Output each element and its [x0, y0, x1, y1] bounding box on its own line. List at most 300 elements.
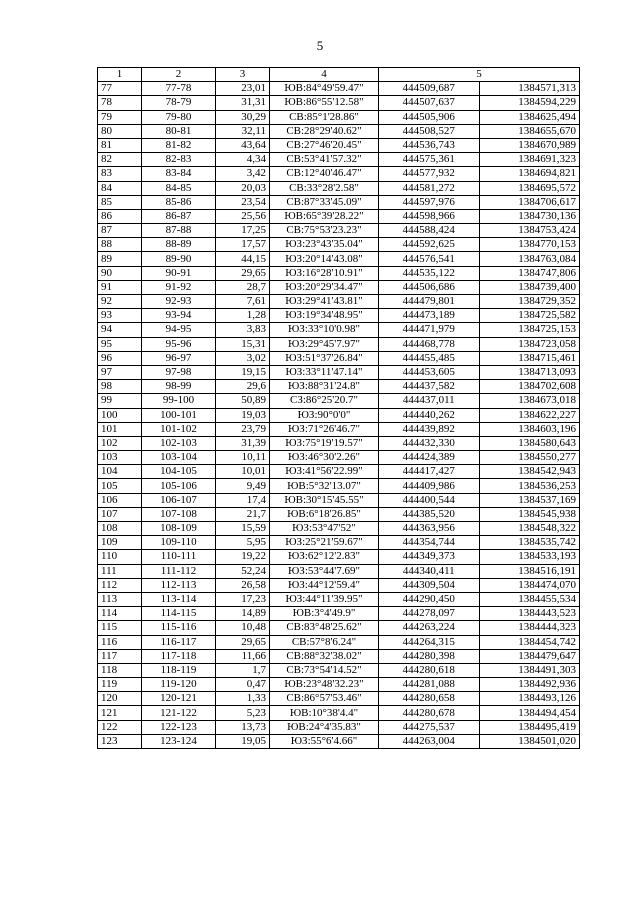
- coordinate-y-cell: 1384694,821: [479, 167, 580, 181]
- direction-cell: ЮВ:24°4'35.83": [270, 720, 379, 734]
- segment-cell: 99-100: [142, 394, 216, 408]
- coordinate-x-cell: 444508,527: [379, 124, 480, 138]
- direction-cell: СВ:85°1'28.86": [270, 110, 379, 124]
- length-cell: 10,48: [216, 621, 270, 635]
- table-header-row: [98, 68, 580, 82]
- coordinate-y-cell: 1384455,534: [479, 592, 580, 606]
- coordinate-x-cell: 444280,658: [379, 692, 480, 706]
- direction-cell: ЮЗ:29°41'43.81": [270, 295, 379, 309]
- coordinate-y-cell: 1384715,461: [479, 351, 580, 365]
- length-cell: 52,24: [216, 564, 270, 578]
- direction-cell: ЮЗ:20°29'34.47": [270, 280, 379, 294]
- segment-cell: 109-110: [142, 536, 216, 550]
- direction-cell: ЮВ:10°38'4.4": [270, 706, 379, 720]
- coordinate-x-cell: 444290,450: [379, 592, 480, 606]
- coordinate-x-cell: 444581,272: [379, 181, 480, 195]
- header-col-3: 3: [216, 68, 270, 82]
- coordinate-x-cell: 444479,801: [379, 295, 480, 309]
- table-row: [98, 436, 580, 450]
- direction-cell: ЮВ:30°15'45.55": [270, 493, 379, 507]
- segment-cell: 120-121: [142, 692, 216, 706]
- coordinate-y-cell: 1384713,093: [479, 365, 580, 379]
- point-number-cell: 122: [98, 720, 142, 734]
- coordinate-y-cell: 1384542,943: [479, 465, 580, 479]
- point-number-cell: 108: [98, 522, 142, 536]
- coordinate-x-cell: 444437,582: [379, 380, 480, 394]
- length-cell: 17,23: [216, 592, 270, 606]
- coordinate-x-cell: 444440,262: [379, 408, 480, 422]
- table-row: [98, 408, 580, 422]
- coordinate-y-cell: 1384753,424: [479, 224, 580, 238]
- length-cell: 26,58: [216, 578, 270, 592]
- direction-cell: ЮЗ:51°37'26.84": [270, 351, 379, 365]
- direction-cell: СВ:33°28'2.58": [270, 181, 379, 195]
- header-col-5: 5: [379, 68, 580, 82]
- coordinate-y-cell: 1384492,936: [479, 678, 580, 692]
- header-col-2: 2: [142, 68, 216, 82]
- segment-cell: 85-86: [142, 195, 216, 209]
- coordinate-y-cell: 1384603,196: [479, 422, 580, 436]
- length-cell: 1,7: [216, 663, 270, 677]
- direction-cell: ЮЗ:75°19'19.57": [270, 436, 379, 450]
- coordinate-y-cell: 1384494,454: [479, 706, 580, 720]
- segment-cell: 113-114: [142, 592, 216, 606]
- coordinate-y-cell: 1384550,277: [479, 451, 580, 465]
- table-row: [98, 280, 580, 294]
- coordinate-x-cell: 444275,537: [379, 720, 480, 734]
- point-number-cell: 87: [98, 224, 142, 238]
- direction-cell: СВ:87°33'45.09": [270, 195, 379, 209]
- point-number-cell: 121: [98, 706, 142, 720]
- table-row: [98, 209, 580, 223]
- point-number-cell: 85: [98, 195, 142, 209]
- coordinate-y-cell: 1384725,153: [479, 323, 580, 337]
- length-cell: 29,65: [216, 635, 270, 649]
- length-cell: 50,89: [216, 394, 270, 408]
- point-number-cell: 84: [98, 181, 142, 195]
- table-row: [98, 607, 580, 621]
- table-body: [98, 82, 580, 749]
- coordinate-x-cell: 444340,411: [379, 564, 480, 578]
- table-row: [98, 82, 580, 96]
- length-cell: 7,61: [216, 295, 270, 309]
- coordinate-x-cell: 444280,398: [379, 649, 480, 663]
- table-row: [98, 224, 580, 238]
- segment-cell: 102-103: [142, 436, 216, 450]
- coordinate-x-cell: 444281,088: [379, 678, 480, 692]
- point-number-cell: 89: [98, 252, 142, 266]
- length-cell: 31,39: [216, 436, 270, 450]
- segment-cell: 98-99: [142, 380, 216, 394]
- segment-cell: 78-79: [142, 96, 216, 110]
- coordinate-x-cell: 444507,637: [379, 96, 480, 110]
- segment-cell: 94-95: [142, 323, 216, 337]
- direction-cell: ЮЗ:19°34'48.95": [270, 309, 379, 323]
- table-row: [98, 465, 580, 479]
- length-cell: 28,7: [216, 280, 270, 294]
- coordinate-x-cell: 444471,979: [379, 323, 480, 337]
- coordinate-y-cell: 1384763,084: [479, 252, 580, 266]
- point-number-cell: 88: [98, 238, 142, 252]
- table-row: [98, 138, 580, 152]
- coordinate-y-cell: 1384725,582: [479, 309, 580, 323]
- coordinate-y-cell: 1384536,253: [479, 479, 580, 493]
- table-row: [98, 507, 580, 521]
- table-row: [98, 692, 580, 706]
- segment-cell: 119-120: [142, 678, 216, 692]
- table-row: [98, 195, 580, 209]
- segment-cell: 77-78: [142, 82, 216, 96]
- table-row: [98, 295, 580, 309]
- table-row: [98, 663, 580, 677]
- coordinate-y-cell: 1384493,126: [479, 692, 580, 706]
- coordinate-y-cell: 1384516,191: [479, 564, 580, 578]
- point-number-cell: 93: [98, 309, 142, 323]
- direction-cell: СВ:12°40'46.47": [270, 167, 379, 181]
- segment-cell: 103-104: [142, 451, 216, 465]
- point-number-cell: 99: [98, 394, 142, 408]
- coordinate-y-cell: 1384454,742: [479, 635, 580, 649]
- coordinate-y-cell: 1384770,153: [479, 238, 580, 252]
- coordinate-x-cell: 444468,778: [379, 337, 480, 351]
- direction-cell: СВ:75°53'23.23": [270, 224, 379, 238]
- coordinate-y-cell: 1384545,938: [479, 507, 580, 521]
- coordinate-y-cell: 1384479,647: [479, 649, 580, 663]
- coordinate-y-cell: 1384729,352: [479, 295, 580, 309]
- direction-cell: ЮВ:84°49'59.47": [270, 82, 379, 96]
- coordinate-y-cell: 1384730,136: [479, 209, 580, 223]
- segment-cell: 105-106: [142, 479, 216, 493]
- table-row: [98, 181, 580, 195]
- coordinate-y-cell: 1384739,400: [479, 280, 580, 294]
- direction-cell: ЮЗ:46°30'2.26": [270, 451, 379, 465]
- length-cell: 21,7: [216, 507, 270, 521]
- segment-cell: 121-122: [142, 706, 216, 720]
- coordinate-x-cell: 444473,189: [379, 309, 480, 323]
- point-number-cell: 103: [98, 451, 142, 465]
- coordinate-x-cell: 444263,224: [379, 621, 480, 635]
- point-number-cell: 114: [98, 607, 142, 621]
- segment-cell: 95-96: [142, 337, 216, 351]
- table-row: [98, 678, 580, 692]
- coordinate-x-cell: 444354,744: [379, 536, 480, 550]
- point-number-cell: 116: [98, 635, 142, 649]
- point-number-cell: 83: [98, 167, 142, 181]
- length-cell: 15,59: [216, 522, 270, 536]
- coordinate-x-cell: 444439,892: [379, 422, 480, 436]
- point-number-cell: 92: [98, 295, 142, 309]
- segment-cell: 93-94: [142, 309, 216, 323]
- point-number-cell: 102: [98, 436, 142, 450]
- segment-cell: 101-102: [142, 422, 216, 436]
- point-number-cell: 97: [98, 365, 142, 379]
- point-number-cell: 78: [98, 96, 142, 110]
- length-cell: 14,89: [216, 607, 270, 621]
- segment-cell: 116-117: [142, 635, 216, 649]
- coordinate-y-cell: 1384443,523: [479, 607, 580, 621]
- segment-cell: 90-91: [142, 266, 216, 280]
- coordinate-x-cell: 444349,373: [379, 550, 480, 564]
- coordinate-x-cell: 444592,625: [379, 238, 480, 252]
- coordinate-y-cell: 1384706,617: [479, 195, 580, 209]
- direction-cell: ЮВ:5°32'13.07": [270, 479, 379, 493]
- table-row: [98, 522, 580, 536]
- length-cell: 19,03: [216, 408, 270, 422]
- table-row: [98, 96, 580, 110]
- length-cell: 4,34: [216, 153, 270, 167]
- table-row: [98, 124, 580, 138]
- coordinate-x-cell: 444309,504: [379, 578, 480, 592]
- point-number-cell: 100: [98, 408, 142, 422]
- segment-cell: 84-85: [142, 181, 216, 195]
- segment-cell: 108-109: [142, 522, 216, 536]
- coordinate-x-cell: 444453,605: [379, 365, 480, 379]
- coordinate-x-cell: 444577,932: [379, 167, 480, 181]
- coordinate-y-cell: 1384673,018: [479, 394, 580, 408]
- direction-cell: ЮЗ:90°0'0": [270, 408, 379, 422]
- direction-cell: ЮЗ:71°26'46.7": [270, 422, 379, 436]
- coordinate-x-cell: 444597,976: [379, 195, 480, 209]
- coordinate-y-cell: 1384571,313: [479, 82, 580, 96]
- coordinate-y-cell: 1384474,070: [479, 578, 580, 592]
- length-cell: 0,47: [216, 678, 270, 692]
- direction-cell: ЮЗ:55°6'4.66": [270, 734, 379, 748]
- segment-cell: 87-88: [142, 224, 216, 238]
- point-number-cell: 111: [98, 564, 142, 578]
- direction-cell: ЮЗ:29°45'7.97": [270, 337, 379, 351]
- table-row: [98, 649, 580, 663]
- coordinate-x-cell: 444536,743: [379, 138, 480, 152]
- point-number-cell: 90: [98, 266, 142, 280]
- table-row: [98, 422, 580, 436]
- table-row: [98, 380, 580, 394]
- direction-cell: ЮЗ:44°12'59.4": [270, 578, 379, 592]
- coordinate-y-cell: 1384695,572: [479, 181, 580, 195]
- page-number: 5: [316, 38, 324, 53]
- coordinate-x-cell: 444509,687: [379, 82, 480, 96]
- length-cell: 3,42: [216, 167, 270, 181]
- coordinate-x-cell: 444505,906: [379, 110, 480, 124]
- direction-cell: ЮЗ:20°14'43.08": [270, 252, 379, 266]
- point-number-cell: 119: [98, 678, 142, 692]
- length-cell: 25,56: [216, 209, 270, 223]
- direction-cell: СВ:28°29'40.62": [270, 124, 379, 138]
- table-row: [98, 153, 580, 167]
- coordinate-y-cell: 1384747,806: [479, 266, 580, 280]
- segment-cell: 112-113: [142, 578, 216, 592]
- coordinate-x-cell: 444588,424: [379, 224, 480, 238]
- segment-cell: 82-83: [142, 153, 216, 167]
- segment-cell: 115-116: [142, 621, 216, 635]
- coordinate-x-cell: 444506,686: [379, 280, 480, 294]
- direction-cell: ЮЗ:44°11'39.95": [270, 592, 379, 606]
- table-row: [98, 351, 580, 365]
- length-cell: 30,29: [216, 110, 270, 124]
- length-cell: 5,23: [216, 706, 270, 720]
- coordinate-y-cell: 1384548,322: [479, 522, 580, 536]
- table-row: [98, 536, 580, 550]
- coordinate-y-cell: 1384535,742: [479, 536, 580, 550]
- point-number-cell: 91: [98, 280, 142, 294]
- table-row: [98, 309, 580, 323]
- table-row: [98, 734, 580, 748]
- length-cell: 17,57: [216, 238, 270, 252]
- direction-cell: ЮВ:65°39'28.22": [270, 209, 379, 223]
- direction-cell: ЮВ:86°55'12.58": [270, 96, 379, 110]
- table-row: [98, 266, 580, 280]
- direction-cell: ЮЗ:33°11'47.14": [270, 365, 379, 379]
- table-row: [98, 110, 580, 124]
- direction-cell: ЮВ:23°48'32.23": [270, 678, 379, 692]
- segment-cell: 83-84: [142, 167, 216, 181]
- direction-cell: ЮЗ:33°10'0.98": [270, 323, 379, 337]
- coordinate-x-cell: 444280,618: [379, 663, 480, 677]
- coordinate-x-cell: 444576,541: [379, 252, 480, 266]
- coordinate-y-cell: 1384723,058: [479, 337, 580, 351]
- coordinate-x-cell: 444264,315: [379, 635, 480, 649]
- length-cell: 31,31: [216, 96, 270, 110]
- length-cell: 29,6: [216, 380, 270, 394]
- point-number-cell: 113: [98, 592, 142, 606]
- coordinate-x-cell: 444385,520: [379, 507, 480, 521]
- header-col-1: 1: [98, 68, 142, 82]
- segment-cell: 114-115: [142, 607, 216, 621]
- coordinate-y-cell: 1384501,020: [479, 734, 580, 748]
- coordinate-x-cell: 444278,097: [379, 607, 480, 621]
- coordinate-x-cell: 444432,330: [379, 436, 480, 450]
- point-number-cell: 107: [98, 507, 142, 521]
- segment-cell: 97-98: [142, 365, 216, 379]
- segment-cell: 92-93: [142, 295, 216, 309]
- table-row: [98, 365, 580, 379]
- length-cell: 10,11: [216, 451, 270, 465]
- point-number-cell: 104: [98, 465, 142, 479]
- length-cell: 23,01: [216, 82, 270, 96]
- direction-cell: СВ:83°48'25.62": [270, 621, 379, 635]
- length-cell: 17,25: [216, 224, 270, 238]
- point-number-cell: 109: [98, 536, 142, 550]
- point-number-cell: 77: [98, 82, 142, 96]
- table-row: [98, 550, 580, 564]
- coordinate-y-cell: 1384655,670: [479, 124, 580, 138]
- segment-cell: 89-90: [142, 252, 216, 266]
- segment-cell: 111-112: [142, 564, 216, 578]
- table-row: [98, 167, 580, 181]
- coordinate-x-cell: 444400,544: [379, 493, 480, 507]
- direction-cell: СВ:88°32'38.02": [270, 649, 379, 663]
- table-row: [98, 252, 580, 266]
- point-number-cell: 120: [98, 692, 142, 706]
- point-number-cell: 94: [98, 323, 142, 337]
- coordinate-x-cell: 444455,485: [379, 351, 480, 365]
- direction-cell: ЮВ:3°4'49.9": [270, 607, 379, 621]
- table-row: [98, 479, 580, 493]
- segment-cell: 117-118: [142, 649, 216, 663]
- length-cell: 3,83: [216, 323, 270, 337]
- direction-cell: ЮВ:6°18'26.85": [270, 507, 379, 521]
- direction-cell: СЗ:86°25'20.7": [270, 394, 379, 408]
- table-row: [98, 578, 580, 592]
- table-row: [98, 337, 580, 351]
- length-cell: 23,79: [216, 422, 270, 436]
- coordinate-x-cell: 444263,004: [379, 734, 480, 748]
- length-cell: 1,28: [216, 309, 270, 323]
- coordinate-y-cell: 1384533,193: [479, 550, 580, 564]
- table-row: [98, 493, 580, 507]
- point-number-cell: 82: [98, 153, 142, 167]
- point-number-cell: 106: [98, 493, 142, 507]
- header-col-4: 4: [270, 68, 379, 82]
- length-cell: 32,11: [216, 124, 270, 138]
- segment-cell: 110-111: [142, 550, 216, 564]
- length-cell: 10,01: [216, 465, 270, 479]
- table-row: [98, 706, 580, 720]
- table-row: [98, 451, 580, 465]
- point-number-cell: 81: [98, 138, 142, 152]
- point-number-cell: 118: [98, 663, 142, 677]
- coordinate-y-cell: 1384691,323: [479, 153, 580, 167]
- direction-cell: ЮЗ:41°56'22.99": [270, 465, 379, 479]
- direction-cell: СВ:53°41'57.32": [270, 153, 379, 167]
- segment-cell: 79-80: [142, 110, 216, 124]
- length-cell: 17,4: [216, 493, 270, 507]
- length-cell: 44,15: [216, 252, 270, 266]
- length-cell: 11,66: [216, 649, 270, 663]
- length-cell: 19,05: [216, 734, 270, 748]
- point-number-cell: 79: [98, 110, 142, 124]
- length-cell: 29,65: [216, 266, 270, 280]
- length-cell: 23,54: [216, 195, 270, 209]
- coordinate-y-cell: 1384495,419: [479, 720, 580, 734]
- segment-cell: 100-101: [142, 408, 216, 422]
- point-number-cell: 112: [98, 578, 142, 592]
- segment-cell: 81-82: [142, 138, 216, 152]
- direction-cell: СВ:86°57'53.46": [270, 692, 379, 706]
- direction-cell: ЮЗ:25°21'59.67": [270, 536, 379, 550]
- table-row: [98, 238, 580, 252]
- point-number-cell: 105: [98, 479, 142, 493]
- length-cell: 13,73: [216, 720, 270, 734]
- length-cell: 20,03: [216, 181, 270, 195]
- table-row: [98, 323, 580, 337]
- coordinate-x-cell: 444437,011: [379, 394, 480, 408]
- point-number-cell: 101: [98, 422, 142, 436]
- coordinates-table: [97, 67, 580, 749]
- coordinate-y-cell: 1384444,323: [479, 621, 580, 635]
- point-number-cell: 115: [98, 621, 142, 635]
- direction-cell: ЮЗ:88°31'24.8": [270, 380, 379, 394]
- table-row: [98, 592, 580, 606]
- segment-cell: 88-89: [142, 238, 216, 252]
- segment-cell: 107-108: [142, 507, 216, 521]
- coordinate-y-cell: 1384594,229: [479, 96, 580, 110]
- segment-cell: 122-123: [142, 720, 216, 734]
- segment-cell: 86-87: [142, 209, 216, 223]
- length-cell: 19,22: [216, 550, 270, 564]
- coordinate-y-cell: 1384580,643: [479, 436, 580, 450]
- coordinate-x-cell: 444363,956: [379, 522, 480, 536]
- length-cell: 19,15: [216, 365, 270, 379]
- segment-cell: 80-81: [142, 124, 216, 138]
- table-row: [98, 635, 580, 649]
- coordinate-y-cell: 1384622,227: [479, 408, 580, 422]
- coordinate-y-cell: 1384625,494: [479, 110, 580, 124]
- coordinate-x-cell: 444424,389: [379, 451, 480, 465]
- coordinate-x-cell: 444535,122: [379, 266, 480, 280]
- segment-cell: 118-119: [142, 663, 216, 677]
- length-cell: 15,31: [216, 337, 270, 351]
- segment-cell: 106-107: [142, 493, 216, 507]
